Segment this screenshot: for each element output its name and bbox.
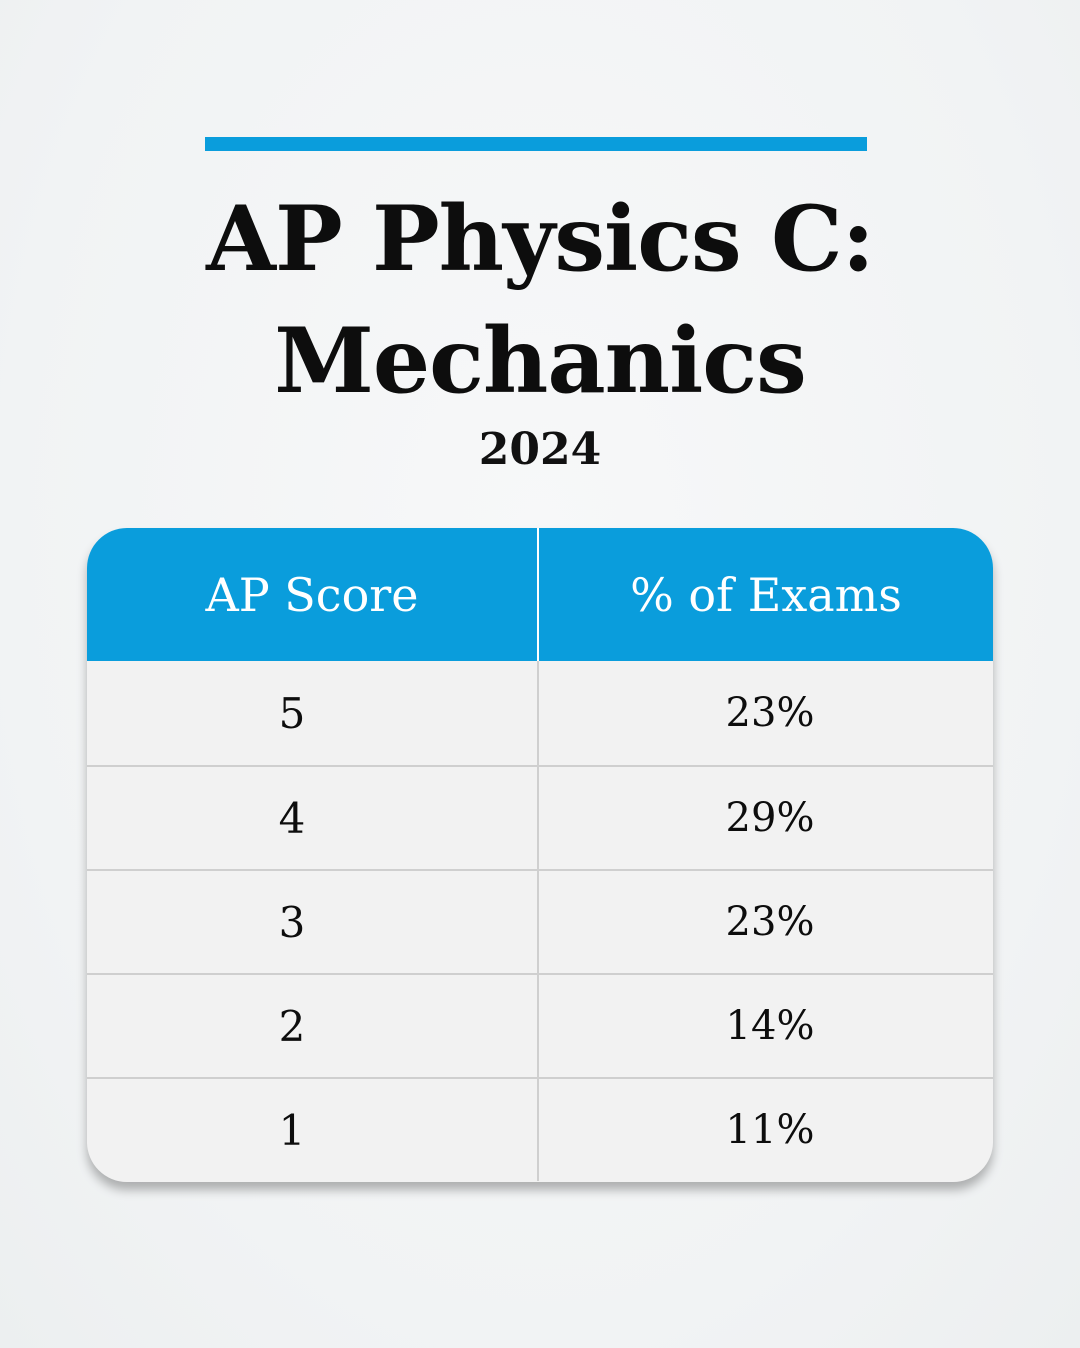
table-header	[87, 528, 993, 661]
title-line-2: Mechanics	[274, 308, 806, 414]
column-header-percent: % of Exams	[630, 567, 902, 622]
table-body	[87, 661, 993, 1181]
percent-cell: 23%	[725, 690, 815, 736]
accent-bar	[205, 137, 867, 151]
table-row	[87, 661, 993, 765]
table-row	[87, 765, 993, 869]
table-row	[87, 973, 993, 1077]
table-row	[87, 1077, 993, 1181]
percent-cell: 29%	[725, 795, 815, 841]
column-header-score: AP Score	[87, 528, 539, 661]
score-cell: 3	[87, 871, 539, 973]
title-line-1: AP Physics C:	[206, 186, 874, 292]
percent-cell: 14%	[725, 1003, 815, 1049]
score-cell: 2	[87, 975, 539, 1077]
table-row	[87, 869, 993, 973]
page-title	[0, 178, 1080, 422]
score-cell: 4	[87, 767, 539, 869]
score-cell: 1	[87, 1079, 539, 1181]
percent-cell: 23%	[725, 899, 815, 945]
score-distribution-table	[87, 528, 993, 1182]
year-label: 2024	[478, 424, 602, 475]
percent-cell: 11%	[725, 1107, 815, 1153]
score-cell: 5	[87, 661, 539, 765]
